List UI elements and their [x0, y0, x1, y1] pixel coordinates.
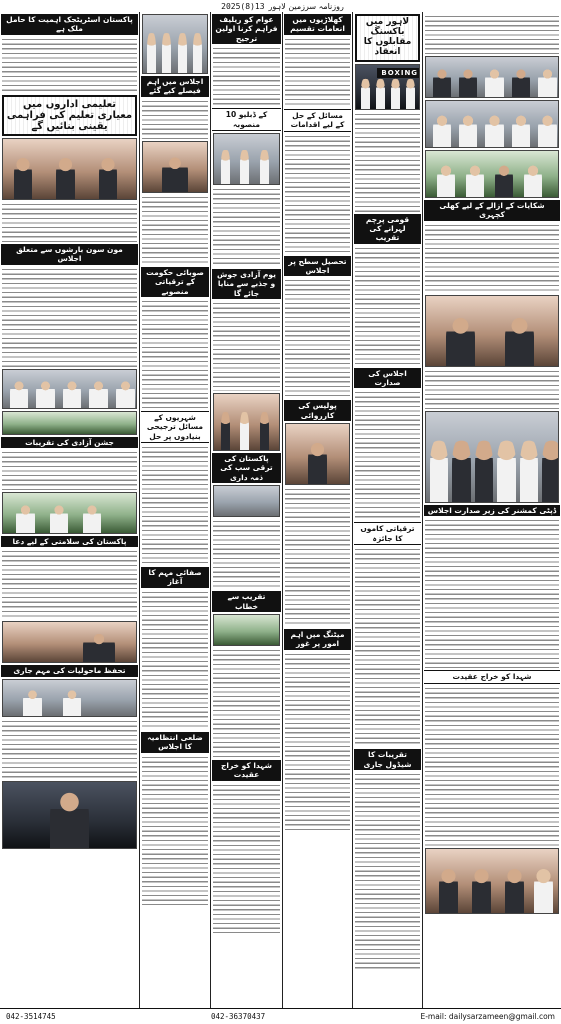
article-text	[213, 187, 280, 267]
photo	[2, 411, 137, 435]
article-text	[142, 590, 208, 730]
headline: یوم آزادی جوش و جذبے سے منایا جائے گا	[212, 269, 281, 299]
article-text	[355, 246, 420, 366]
photo	[425, 848, 559, 914]
headline: صوبائی حکومت کے ترقیاتی منصوبے	[141, 267, 209, 297]
article-text	[355, 772, 420, 972]
headline: پولیس کی کارروائی	[284, 400, 351, 421]
photo	[213, 133, 280, 185]
photo	[213, 614, 280, 646]
photo	[2, 138, 137, 200]
headline: صفائی مہم کا آغاز	[141, 567, 209, 588]
photo	[425, 295, 559, 367]
boxing-label: BOXING	[377, 68, 420, 78]
column-2	[140, 12, 210, 1008]
article-text	[285, 652, 350, 832]
photo	[425, 100, 559, 148]
headline: میٹنگ میں اہم امور پر غور	[284, 629, 351, 650]
article-text	[213, 301, 280, 391]
headline: کے ڈبلیو 10 منصوبہ	[212, 108, 281, 131]
photo	[425, 150, 559, 198]
article-text	[425, 14, 559, 54]
photo	[2, 369, 137, 409]
headline: جشن آزادی کی تقریبات	[1, 437, 138, 448]
footer-email: E-mail: dailysarzameen@gmail.com	[420, 1012, 555, 1021]
headline: شہریوں کے مسائل ترجیحی بنیادوں پر حل	[141, 411, 209, 443]
headline-banner: لاہور میں باکسنگ مقابلوں کا انعقاد	[355, 14, 420, 62]
headline: تقریب سے خطاب	[212, 591, 281, 612]
column-6	[423, 12, 561, 1008]
article-text	[213, 46, 280, 106]
photo	[425, 56, 559, 98]
headline: تحفظ ماحولیات کی مہم جاری	[1, 665, 138, 676]
headline: ترقیاتی کاموں کا جائزہ	[354, 522, 421, 545]
photo	[2, 621, 137, 663]
headline: شکایات کے ازالے کے لیے کھلی کچہری	[424, 200, 560, 221]
article-text	[425, 369, 559, 409]
headline: تقریبات کا شیڈول جاری	[354, 749, 421, 770]
column-3	[211, 12, 282, 1008]
photo	[213, 393, 280, 451]
photo	[2, 679, 137, 717]
headline-banner: تعلیمی اداروں میں معیاری تعلیم کی فراہمی یقینی بنائیں گے	[2, 95, 137, 136]
article-text	[285, 278, 350, 398]
column-4	[283, 12, 352, 1008]
article-text	[2, 267, 137, 367]
article-text	[425, 686, 559, 846]
headline: پاکستان اسٹریٹجک اہمیت کا حامل ملک ہے	[1, 14, 138, 35]
headline: پاکستان کی سلامتی کے لیے دعا	[1, 536, 138, 547]
photo	[2, 492, 137, 534]
photo	[2, 781, 137, 849]
headline: پاکستان کی ترقی سب کی ذمہ داری	[212, 453, 281, 483]
article-text	[355, 390, 420, 520]
photo	[425, 411, 559, 503]
article-text	[285, 37, 350, 107]
masthead-date: 13(8)2025	[221, 1, 265, 11]
article-text	[142, 99, 208, 139]
headline: تحصیل سطح پر اجلاس	[284, 256, 351, 277]
article-text	[142, 755, 208, 905]
article-text	[2, 37, 137, 93]
footer-phone-2: 042-36370437	[210, 1012, 266, 1021]
headline: ڈپٹی کمشنر کی زیر صدارت اجلاس	[424, 505, 560, 516]
masthead-title: روزنامہ سرزمین لاہور	[268, 1, 344, 11]
article-text	[213, 648, 280, 758]
headline: شہدا کو خراج عقیدت	[212, 760, 281, 781]
article-text	[285, 134, 350, 254]
article-text	[425, 223, 559, 293]
headline: قومی پرچم لہرانے کی تقریب	[354, 214, 421, 244]
column-1	[0, 12, 139, 1008]
photo-boxing	[355, 64, 420, 110]
article-text	[2, 549, 137, 619]
article-text	[355, 547, 420, 747]
headline: شہدا کو خراج عقیدت	[424, 670, 560, 683]
article-text	[425, 518, 559, 668]
headline: ضلعی انتظامیہ کا اجلاس	[141, 732, 209, 753]
photo	[142, 14, 208, 74]
photo	[285, 423, 350, 485]
article-text	[2, 719, 137, 779]
article-text	[2, 450, 137, 490]
headline: کھلاڑیوں میں انعامات تقسیم	[284, 14, 351, 35]
article-text	[2, 202, 137, 242]
headline: مون سون بارشوں سے متعلق اجلاس	[1, 244, 138, 265]
headline: مسائل کے حل کے لیے اقدامات	[284, 109, 351, 132]
masthead-strip	[0, 0, 561, 12]
headline: اجلاس کی صدارت	[354, 368, 421, 389]
headline: عوام کو ریلیف فراہم کرنا اولین ترجیح	[212, 14, 281, 44]
footer-bar	[0, 1008, 561, 1024]
article-text	[355, 112, 420, 212]
article-text	[142, 195, 208, 265]
article-text	[142, 299, 208, 409]
column-5	[353, 12, 422, 1008]
photo	[142, 141, 208, 193]
photo	[213, 485, 280, 517]
article-text	[213, 519, 280, 589]
footer-phone-1: 042-3514745	[6, 1012, 56, 1021]
article-text	[285, 487, 350, 627]
article-text	[213, 783, 280, 933]
article-text	[142, 445, 208, 565]
headline: اجلاس میں اہم فیصلے کیے گئے	[141, 76, 209, 97]
